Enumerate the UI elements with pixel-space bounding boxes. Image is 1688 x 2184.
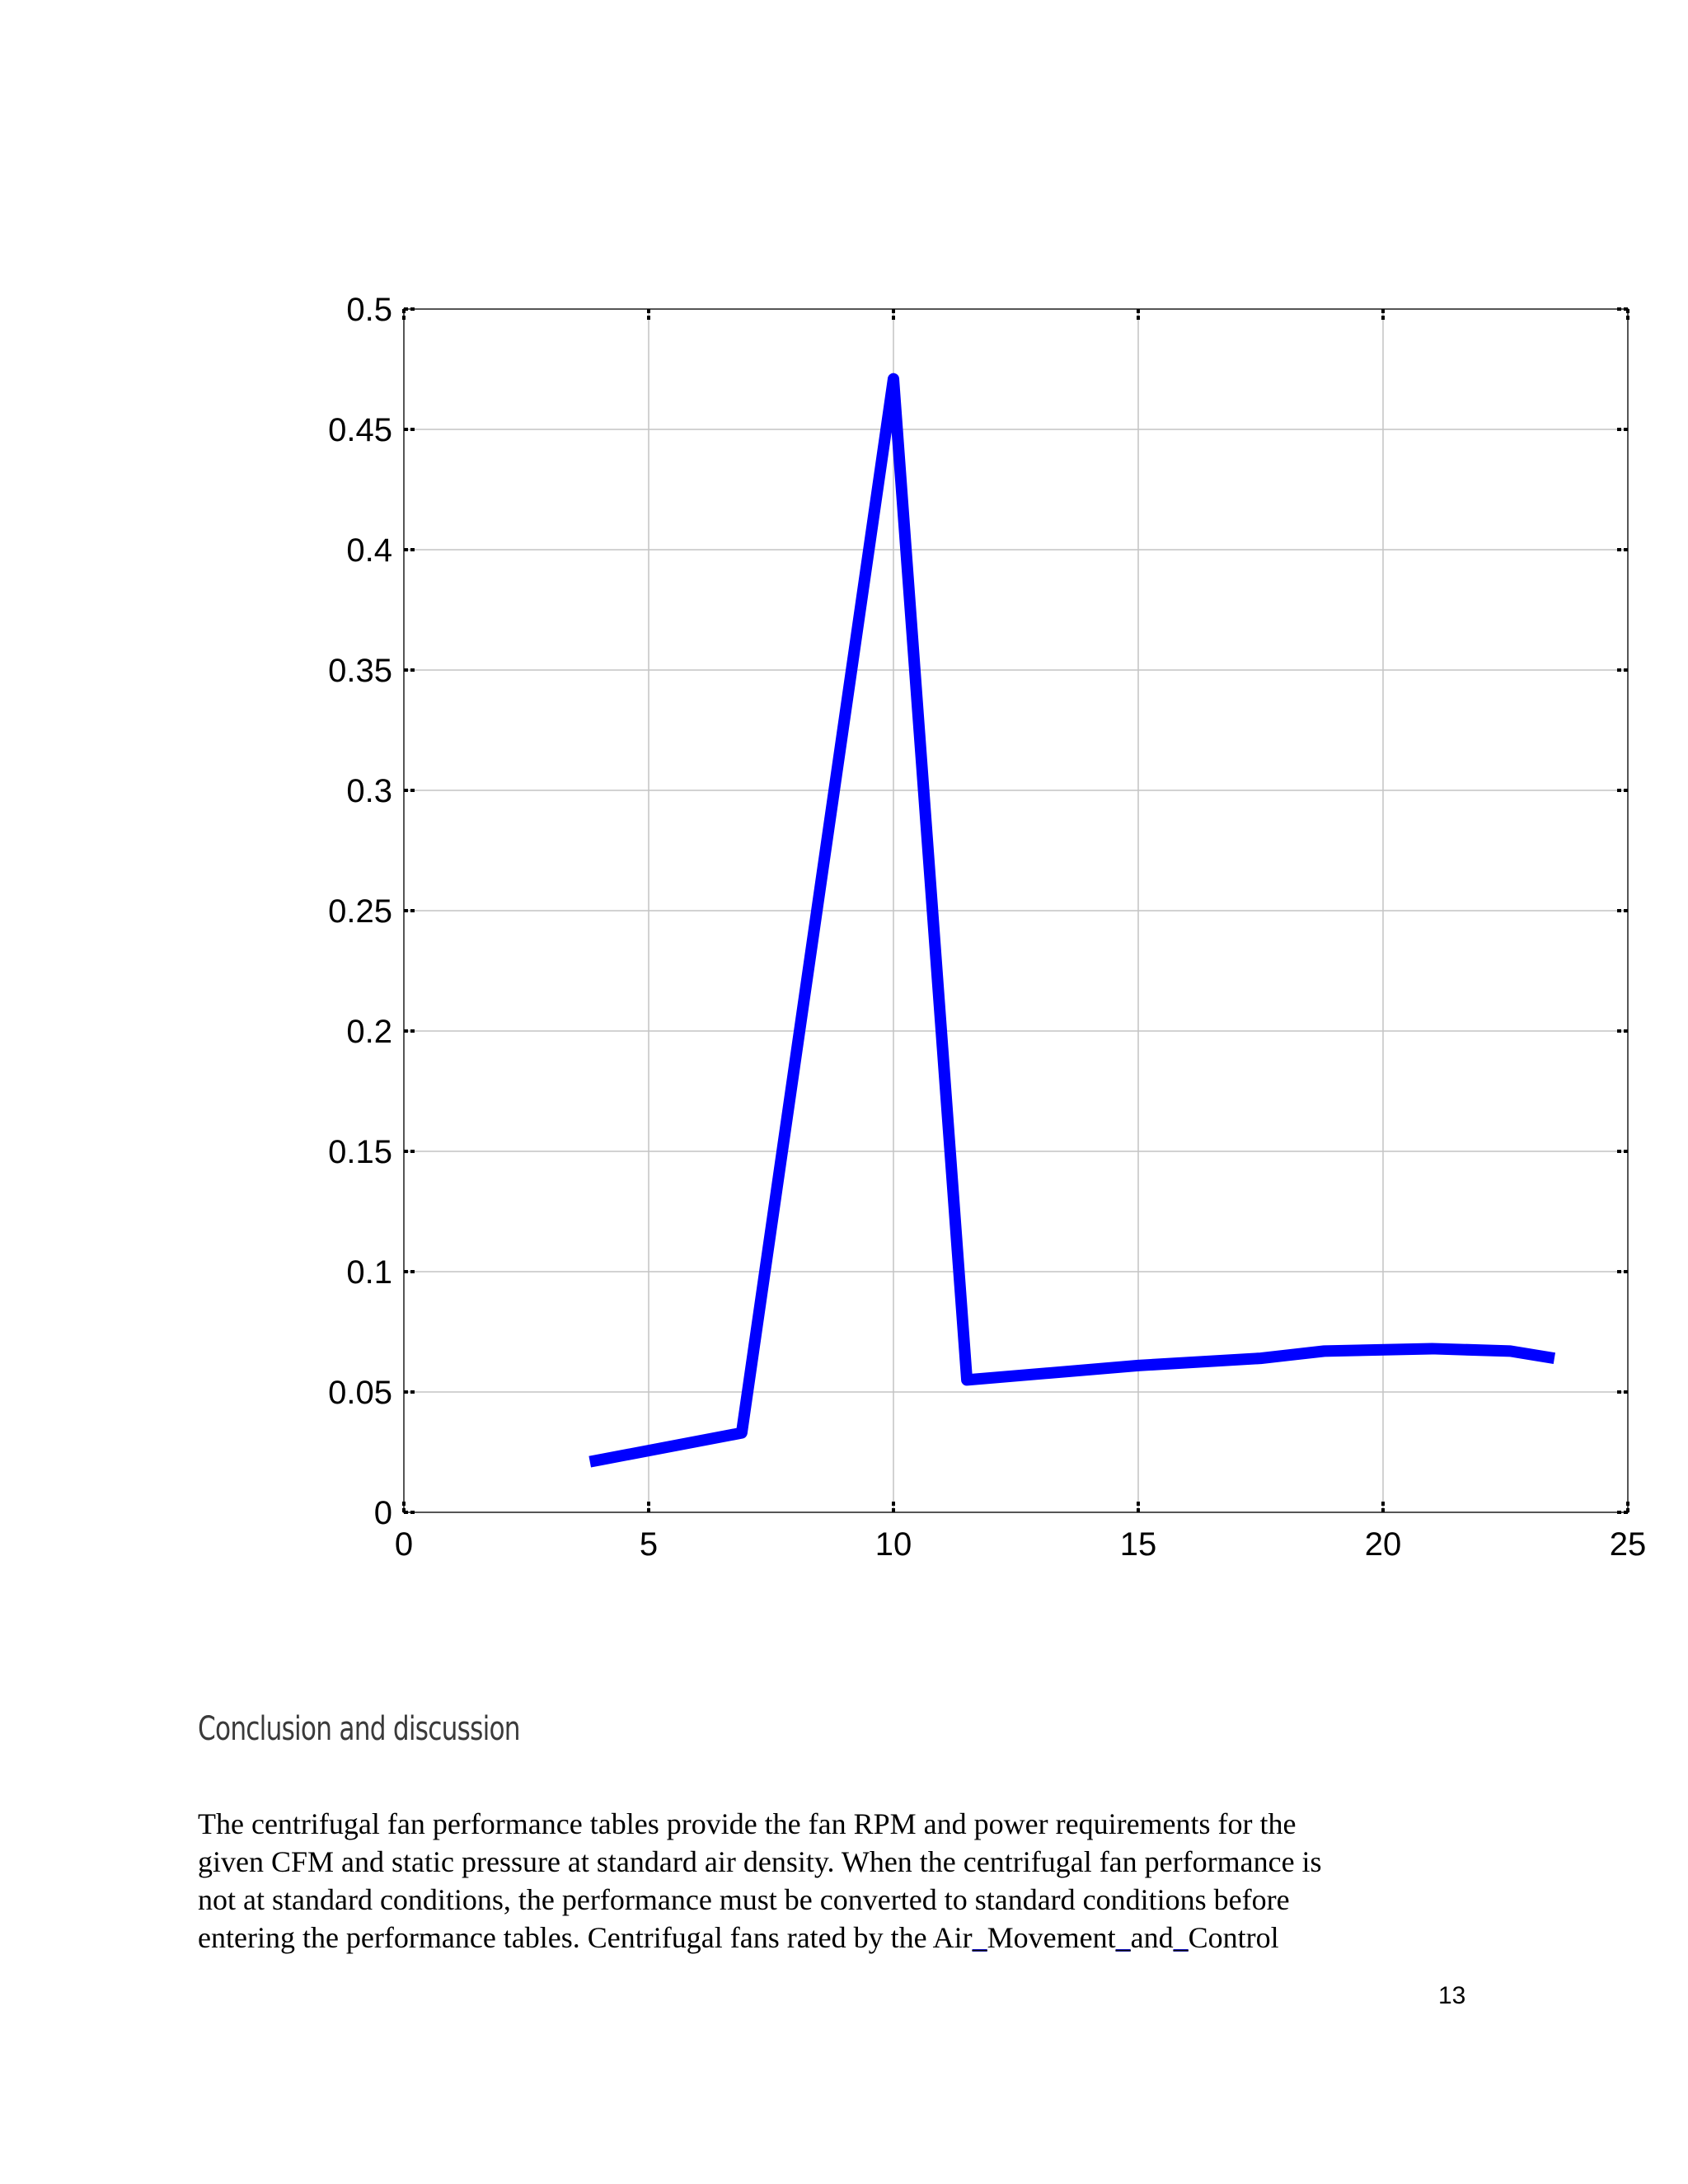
paragraph-line-3: not at standard conditions, the performance must be converted to standard conditions before (198, 1883, 1290, 1916)
series-line (590, 379, 1554, 1462)
y-tick-label: 0 (373, 1495, 392, 1531)
chart-tick-labels (328, 292, 1646, 1563)
y-tick-label: 0.1 (346, 1254, 392, 1291)
line4-mid2: and (1130, 1921, 1174, 1954)
underscore-1: _ (972, 1921, 987, 1954)
x-tick-label: 20 (1364, 1526, 1402, 1563)
page-number: 13 (1438, 1982, 1466, 2009)
y-tick-label: 0.15 (328, 1134, 392, 1170)
x-tick-label: 15 (1119, 1526, 1157, 1563)
body-paragraph (198, 1805, 1467, 1957)
line4-prefix: entering the performance tables. Centrifugal fans rated by the Air (198, 1921, 973, 1954)
y-tick-label: 0.45 (328, 412, 392, 448)
x-tick-label: 5 (639, 1526, 659, 1563)
y-tick-label: 0.5 (346, 292, 392, 328)
x-tick-label: 10 (874, 1526, 912, 1563)
y-tick-label: 0.25 (328, 893, 392, 930)
paragraph-line-2: given CFM and static pressure at standard air density. When the centrifugal fan performance is (198, 1845, 1322, 1878)
section-heading: Conclusion and discussion (198, 1710, 520, 1748)
x-tick-label: 0 (394, 1526, 414, 1563)
underscore-3: _ (1173, 1921, 1189, 1954)
paragraph-line-4 (198, 1919, 1467, 1957)
chart-grid (404, 309, 1628, 1512)
x-tick-label: 25 (1609, 1526, 1647, 1563)
line4-mid1: Movement (987, 1921, 1116, 1954)
y-tick-label: 0.4 (346, 532, 392, 569)
underscore-2: _ (1115, 1921, 1131, 1954)
chart-series (590, 379, 1554, 1462)
paragraph-line-1: The centrifugal fan performance tables provide the fan RPM and power requirements for the (198, 1807, 1296, 1840)
line4-suffix: Control (1188, 1921, 1279, 1954)
y-tick-label: 0.35 (328, 653, 392, 689)
y-tick-label: 0.2 (346, 1014, 392, 1050)
y-tick-label: 0.05 (328, 1375, 392, 1411)
y-tick-label: 0.3 (346, 773, 392, 809)
